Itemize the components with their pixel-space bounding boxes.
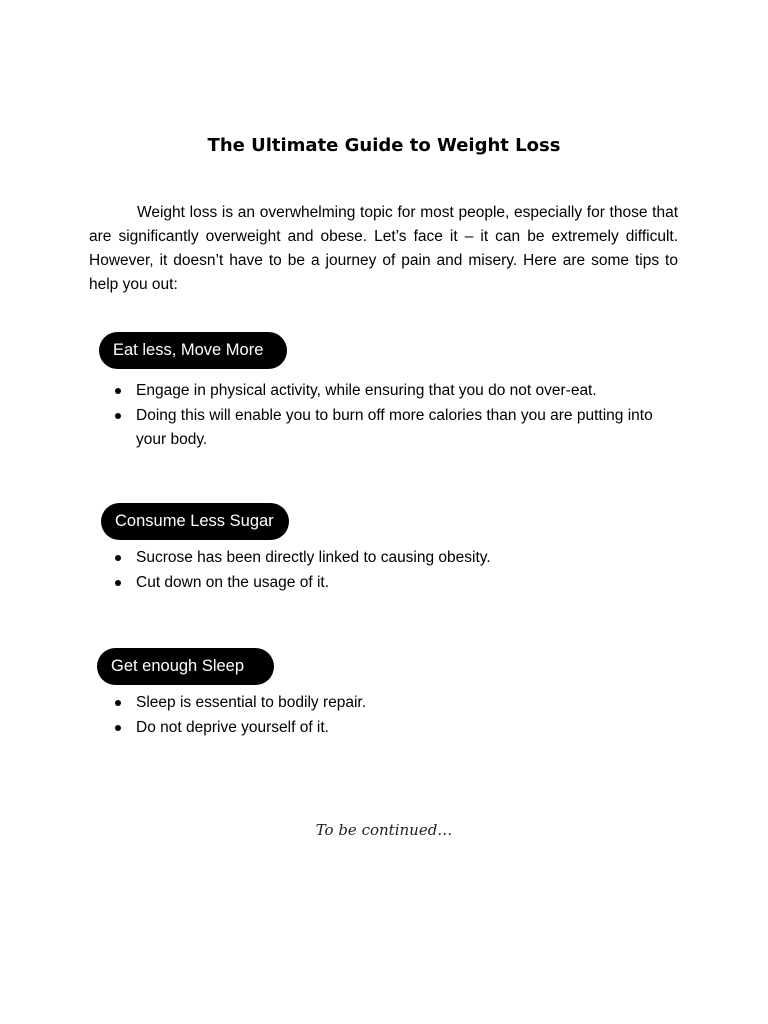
intro-paragraph: Weight loss is an overwhelming topic for most people, especially for those that are significantly overweight and obese. Let’s face it – it can be extremely difficult. However, it doesn’t have to be a journey of pain and misery. Here are some tips to help you out: [89, 204, 678, 293]
bullet-item: Do not deprive yourself of it. [112, 716, 682, 740]
bullet-list [112, 691, 682, 741]
bullet-list [112, 379, 682, 453]
bullet-item: Sucrose has been directly linked to causing obesity. [112, 546, 682, 570]
bullet-item: Sleep is essential to bodily repair. [112, 691, 682, 715]
bullet-item: Doing this will enable you to burn off more calories than you are putting into your body. [112, 404, 682, 452]
section-heading-pill: Consume Less Sugar [101, 503, 289, 540]
section-heading-pill: Get enough Sleep [97, 648, 274, 685]
closing-note: To be continued… [315, 821, 453, 839]
bullet-item: Cut down on the usage of it. [112, 571, 682, 595]
bullet-item: Engage in physical activity, while ensuring that you do not over-eat. [112, 379, 682, 403]
section-heading-pill: Eat less, Move More [99, 332, 287, 369]
bullet-list [112, 546, 682, 596]
document-title: The Ultimate Guide to Weight Loss [207, 135, 561, 156]
